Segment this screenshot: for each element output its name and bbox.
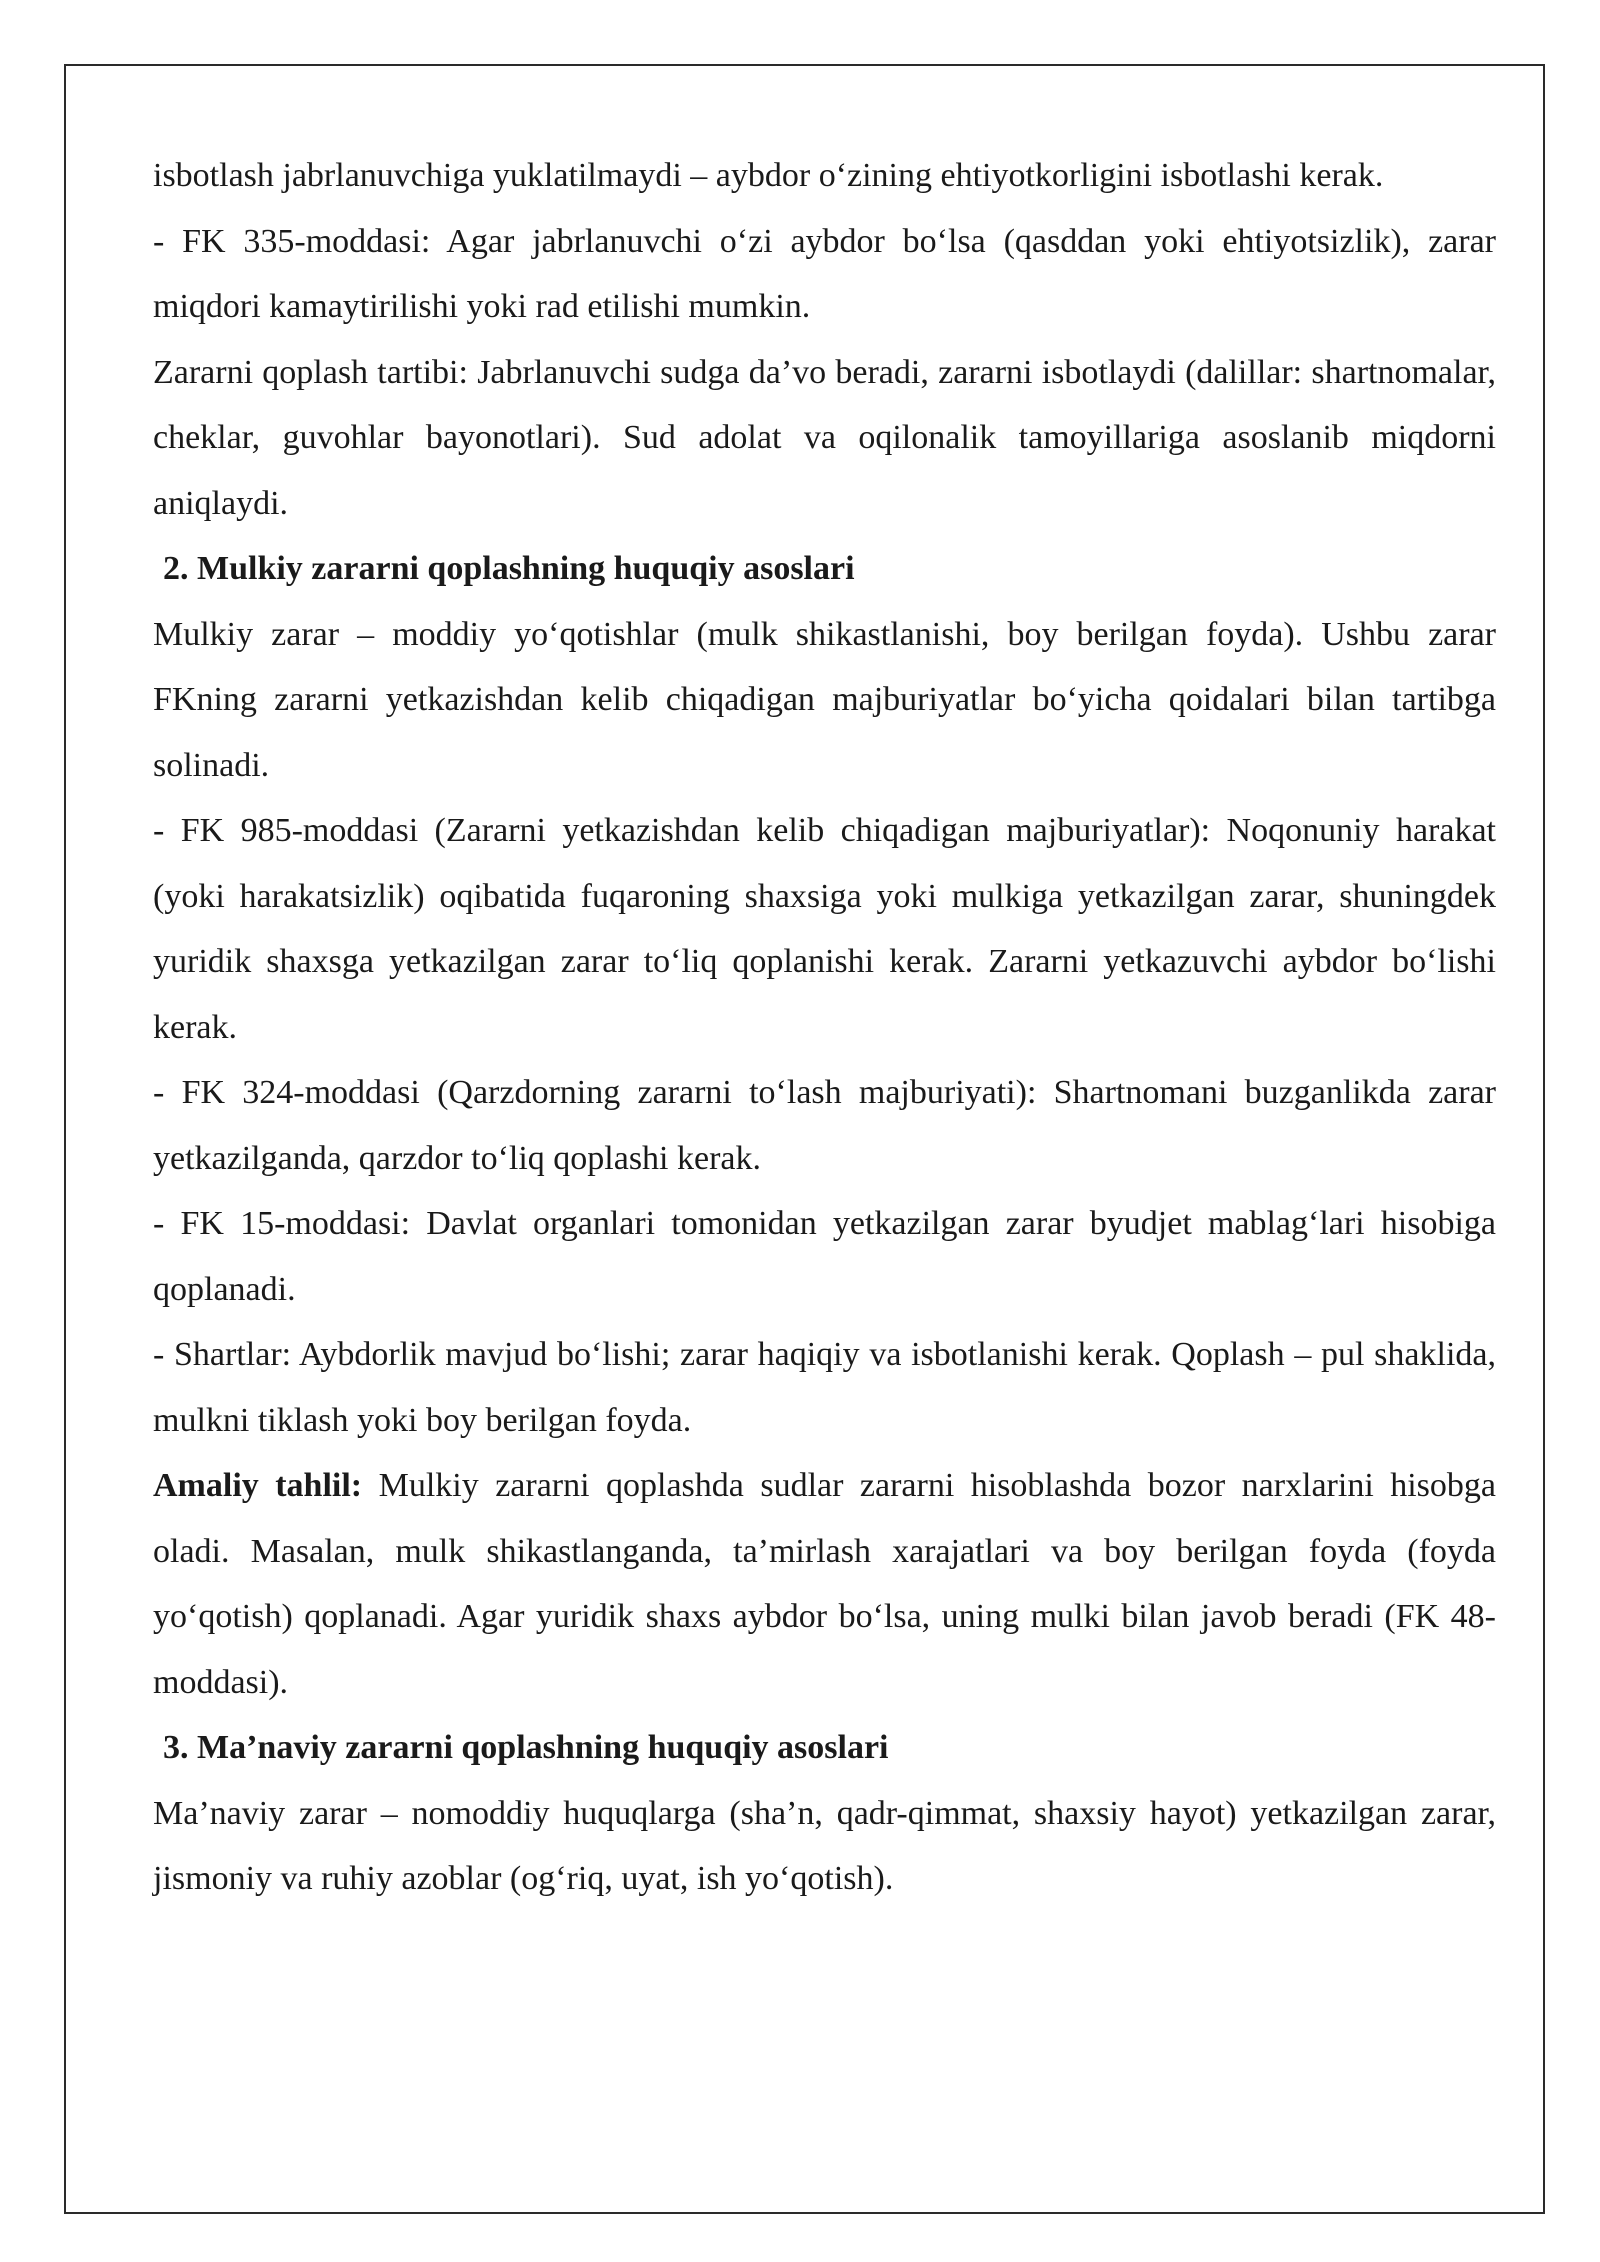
practical-analysis-text: Mulkiy zararni qoplashda sudlar zararni hisoblashda bozor narxlarini hisobga oladi. Masalan, mulk shikastlanganda, ta’mirlash xarajatlari va boy berilgan foyda (foyda yo‘qotish) qoplanadi. Agar yuridik shaxs aybdor bo‘lsa, uning mulki bilan javob beradi (FK 48-moddasi). — [153, 1467, 1497, 1701]
paragraph-burden-of-proof: isbotlash jabrlanuvchiga yuklatilmaydi – aybdor o‘zining ehtiyotkorligini isbotlashi kerak. — [153, 157, 1384, 194]
paragraph-practical-analysis — [153, 1453, 1496, 1715]
practical-analysis-lead: Amaliy tahlil: — [153, 1467, 363, 1504]
section-heading-property-damage: 2. Mulkiy zararni qoplashning huquqiy asoslari — [163, 550, 855, 587]
paragraph-compensation-procedure: Zararni qoplash tartibi: Jabrlanuvchi sudga da’vo beradi, zararni isbotlaydi (dalillar: shartnomalar, cheklar, guvohlar bayonotlari). Sud adolat va oqilonalik tamoyillariga asoslanib miqdorni aniqlaydi. — [153, 353, 1496, 522]
paragraph-conditions: - Shartlar: Aybdorlik mavjud bo‘lishi; zarar haqiqiy va isbotlanishi kerak. Qoplash – pul shaklida, mulkni tiklash yoki boy berilgan foyda. — [153, 1336, 1496, 1439]
document-body — [153, 143, 1496, 1912]
paragraph-fk-15: - FK 15-moddasi: Davlat organlari tomonidan yetkazilgan zarar byudjet mablag‘lari hisobiga qoplanadi. — [153, 1205, 1496, 1308]
paragraph-fk-985: - FK 985-moddasi (Zararni yetkazishdan kelib chiqadigan majburiyatlar): Noqonuniy harakat (yoki harakatsizlik) oqibatida fuqaroning shaxsiga yoki mulkiga yetkazilgan zarar, shuningdek yuridik shaxsga yetkazilgan zarar to‘liq qoplanishi kerak. Zararni yetkazuvchi aybdor bo‘lishi kerak. — [153, 812, 1496, 1046]
paragraph-fk-335: - FK 335-moddasi: Agar jabrlanuvchi o‘zi aybdor bo‘lsa (qasddan yoki ehtiyotsizlik), zarar miqdori kamaytirilishi yoki rad etilishi mumkin. — [153, 222, 1496, 325]
section-heading-moral-damage: 3. Ma’naviy zararni qoplashning huquqiy asoslari — [163, 1729, 889, 1766]
paragraph-fk-324: - FK 324-moddasi (Qarzdorning zararni to‘lash majburiyati): Shartnomani buzganlikda zarar yetkazilganda, qarzdor to‘liq qoplashi kerak. — [153, 1074, 1496, 1177]
paragraph-property-damage-definition: Mulkiy zarar – moddiy yo‘qotishlar (mulk shikastlanishi, boy berilgan foyda). Ushbu zarar FKning zararni yetkazishdan kelib chiqadigan majburiyatlar bo‘yicha qoidalari bilan tartibga solinadi. — [153, 615, 1496, 784]
paragraph-moral-damage-definition: Ma’naviy zarar – nomoddiy huquqlarga (sha’n, qadr-qimmat, shaxsiy hayot) yetkazilgan zarar, jismoniy va ruhiy azoblar (og‘riq, uyat, ish yo‘qotish). — [153, 1794, 1496, 1897]
